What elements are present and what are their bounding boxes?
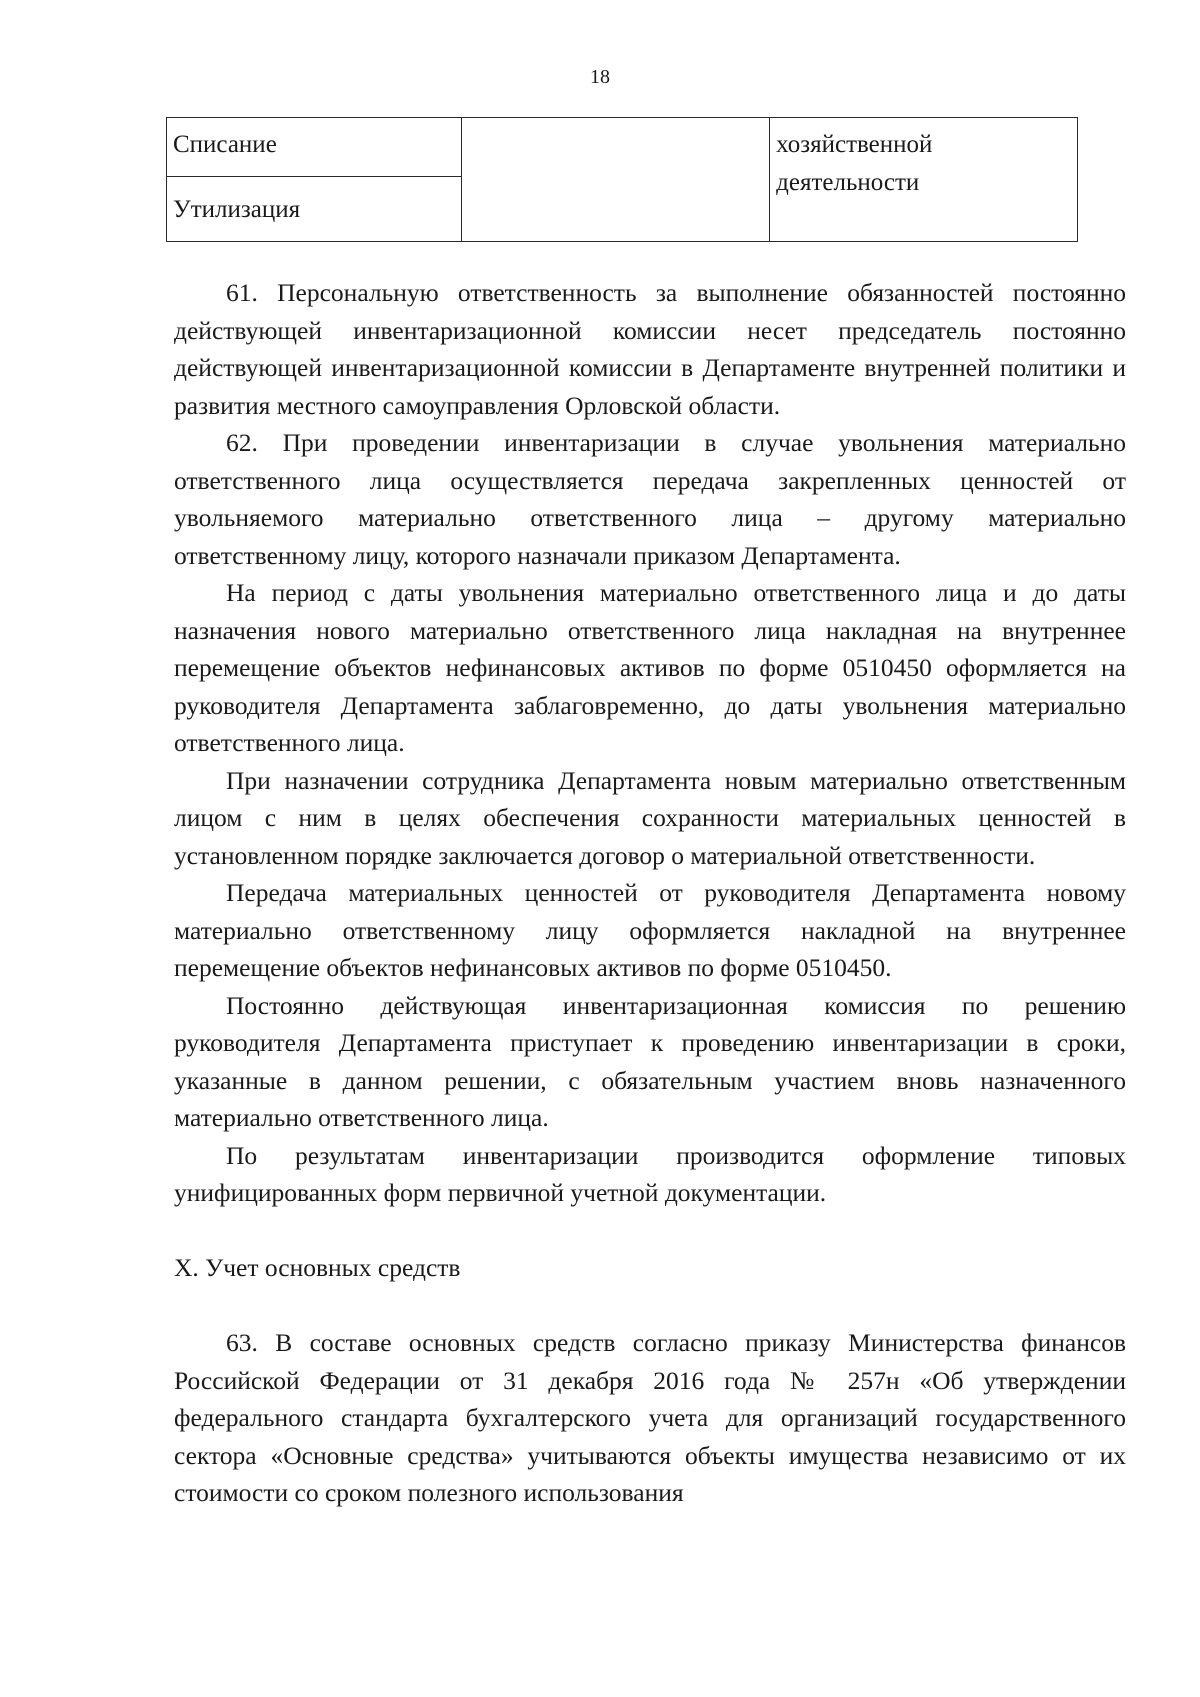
table-cell: Утилизация (167, 177, 462, 242)
continuation-table (166, 117, 1078, 242)
paragraph: Постоянно действующая инвентаризационная комиссия по решению руководителя Департамента приступает к проведению инвентаризации в сроки, указанные в данном решении, с обязательным участием вновь назначенного материально ответственного лица. (174, 990, 1126, 1132)
paragraph-61: 61. Персональную ответственность за выполнение обязанностей постоянно действующей инвентаризационной комиссии несет председатель постоянно действующей инвентаризационной комиссии в Департаменте внутренней политики и развития местного самоуправления Орловской области. (174, 278, 1126, 420)
section-title: X. Учет основных средств (174, 1252, 461, 1282)
paragraph: По результатам инвентаризации производится оформление типовых унифицированных форм первичной учетной документации. (174, 1140, 1126, 1207)
table-row (167, 118, 1078, 177)
table-cell-merged (770, 118, 1078, 242)
table-cell-line: деятельности (776, 169, 920, 196)
body-text (174, 274, 1126, 1512)
paragraph: При назначении сотрудника Департамента новым материально ответственным лицом с ним в целях обеспечения сохранности материальных ценностей в установленном порядке заключается договор о материальной ответственности. (174, 765, 1126, 870)
paragraph-62: 62. При проведении инвентаризации в случае увольнения материально ответственного лица осуществляется передача закрепленных ценностей от увольняемого материально ответственного лица – другому материально ответственному лицу, которого назначали приказом Департамента. (174, 428, 1126, 570)
table-cell: Списание (167, 118, 462, 177)
paragraph: Передача материальных ценностей от руководителя Департамента новому материально ответственному лицу оформляется накладной на внутреннее перемещение объектов нефинансовых активов по форме 0510450. (174, 878, 1126, 982)
table-cell-merged (462, 118, 770, 242)
paragraph-63: 63. В составе основных средств согласно приказу Министерства финансов Российской Федерации от 31 декабря 2016 года № 257н «Об утверждении федерального стандарта бухгалтерского учета для организаций государственного сектора «Основные средства» учитываются объекты имущества независимо от их стоимости со сроком полезного использования (174, 1328, 1126, 1507)
paragraph: На период с даты увольнения материально ответственного лица и до даты назначения нового материально ответственного лица накладная на внутреннее перемещение объектов нефинансовых активов по форме 0510450 оформляется на руководителя Департамента заблаговременно, до даты увольнения материально ответственного лица. (174, 578, 1126, 757)
table-cell-line: хозяйственной (776, 131, 933, 158)
page-number: 18 (590, 66, 610, 88)
